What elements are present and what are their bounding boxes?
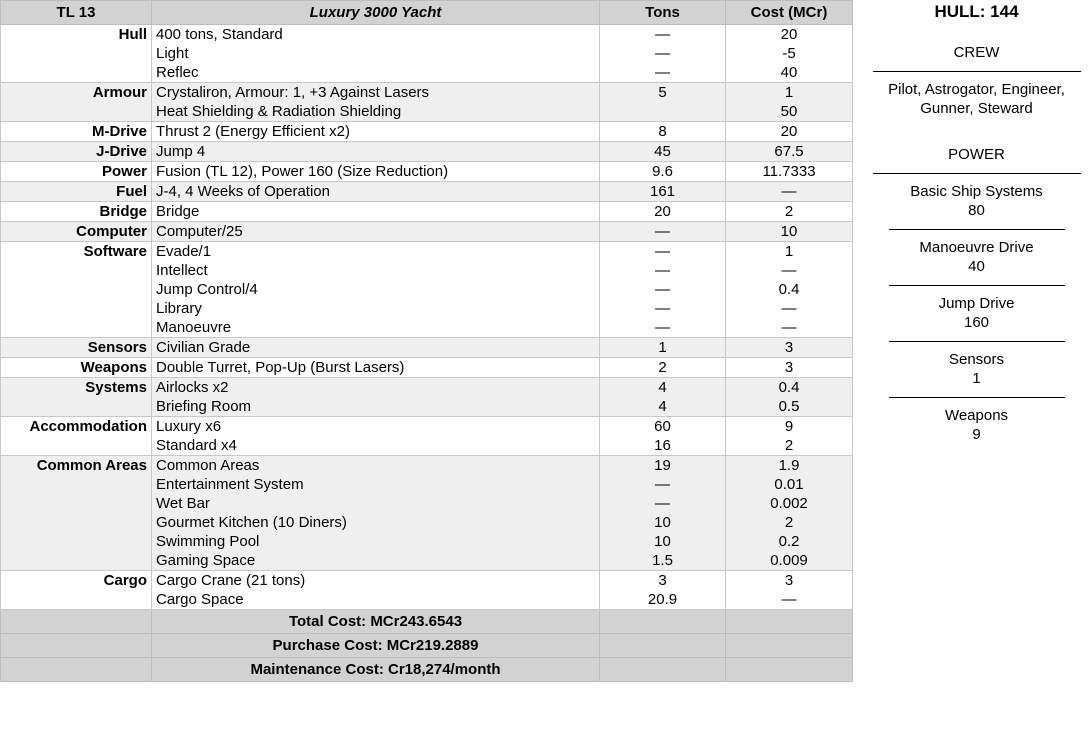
power-item-name: Basic Ship Systems [910, 183, 1043, 200]
item-tons: — [655, 476, 670, 493]
table-row [1, 25, 853, 83]
row-label: Sensors [1, 338, 152, 358]
hull-points: HULL: 144 [934, 2, 1019, 21]
item-tons: 5 [658, 84, 667, 101]
item-description: Wet Bar [156, 495, 210, 512]
item-cost: — [781, 262, 797, 279]
item-description: Reflec [156, 64, 199, 81]
item-description: Library [156, 300, 202, 317]
power-divider [889, 341, 1065, 342]
cost-column-header: Cost (MCr) [726, 1, 853, 25]
item-cost: 40 [780, 64, 798, 81]
item-cost: 0.4 [778, 379, 800, 396]
row-label: Hull [1, 25, 152, 83]
item-description: Intellect [156, 262, 208, 279]
item-cost: 67.5 [774, 143, 804, 160]
item-tons: 10 [654, 533, 671, 550]
purchase-cost: Purchase Cost: MCr219.2889 [152, 634, 600, 658]
item-description: Manoeuvre [156, 319, 232, 336]
item-cost: 11.7333 [762, 163, 816, 180]
item-description: Gaming Space [156, 552, 256, 569]
item-description: Jump Control/4 [156, 281, 258, 298]
row-label: Cargo [1, 571, 152, 610]
item-tons [604, 102, 721, 121]
item-cost: 9 [784, 418, 794, 435]
power-item-value: 1 [972, 370, 981, 387]
power-divider [889, 397, 1065, 398]
item-tons: 8 [658, 123, 667, 140]
item-tons: 1.5 [652, 552, 673, 569]
item-description: Standard x4 [156, 437, 237, 454]
item-tons: 1 [658, 339, 667, 356]
item-cost: 2 [784, 437, 794, 454]
item-cost: 1 [784, 243, 794, 260]
power-item-value: 40 [968, 258, 985, 275]
row-label: Common Areas [1, 456, 152, 571]
row-label: Bridge [1, 202, 152, 222]
item-tons: 4 [658, 398, 667, 415]
power-list [862, 182, 1091, 444]
item-description: Thrust 2 (Energy Efficient x2) [156, 123, 350, 140]
row-label: Weapons [1, 358, 152, 378]
power-item [862, 350, 1091, 398]
power-item-name: Sensors [948, 351, 1005, 368]
power-item [862, 406, 1091, 444]
row-label: Accommodation [1, 417, 152, 456]
item-description: Cargo Space [156, 591, 244, 608]
item-cost: 3 [784, 572, 794, 589]
power-item-value: 80 [968, 202, 985, 219]
item-tons: — [655, 64, 670, 81]
item-cost: — [781, 300, 797, 317]
item-cost: 10 [780, 223, 798, 240]
item-cost: 2 [784, 203, 794, 220]
item-description: Bridge [156, 203, 200, 220]
power-item-value: 160 [963, 314, 990, 331]
row-label: Computer [1, 222, 152, 242]
table-row [1, 456, 853, 571]
table-row [1, 122, 853, 142]
table-row [1, 142, 853, 162]
item-tons: 10 [654, 514, 671, 531]
item-tons: 45 [654, 143, 671, 160]
power-item [862, 238, 1091, 286]
power-item-name: Jump Drive [938, 295, 1015, 312]
item-description: Common Areas [156, 457, 260, 474]
table-row [1, 358, 853, 378]
crew-title: CREW [953, 44, 1000, 61]
item-cost: 20 [780, 123, 798, 140]
item-tons: — [655, 223, 670, 240]
item-tons: 20 [654, 203, 671, 220]
item-cost: 1 [784, 84, 794, 101]
item-tons: 19 [654, 457, 671, 474]
item-tons: 3 [658, 572, 667, 589]
table-row [1, 242, 853, 338]
row-label: Systems [1, 378, 152, 417]
item-tons: 60 [654, 418, 671, 435]
item-description: Briefing Room [156, 398, 252, 415]
maintenance-cost-row [1, 658, 853, 682]
item-tons: 2 [658, 359, 667, 376]
purchase-cost-row [1, 634, 853, 658]
item-description: Computer/25 [156, 223, 243, 240]
item-cost: 0.2 [778, 533, 800, 550]
power-item [862, 294, 1091, 342]
power-divider [889, 229, 1065, 230]
power-item-name: Weapons [944, 407, 1009, 424]
row-label: M-Drive [1, 122, 152, 142]
item-cost: 0.01 [774, 476, 804, 493]
table-row [1, 83, 853, 122]
item-description: Airlocks x2 [156, 379, 229, 396]
power-item-name: Manoeuvre Drive [919, 239, 1034, 256]
item-description: 400 tons, Standard [156, 26, 283, 43]
table-row [1, 182, 853, 202]
item-cost: 0.5 [778, 398, 800, 415]
table-row [1, 162, 853, 182]
item-cost: 0.009 [770, 552, 808, 569]
table-header [1, 1, 853, 25]
item-description: Civilian Grade [156, 339, 251, 356]
item-description: Fusion (TL 12), Power 160 (Size Reduction) [156, 163, 449, 180]
ship-name: Luxury 3000 Yacht [152, 1, 600, 25]
table-row [1, 571, 853, 610]
item-tons: 16 [654, 437, 671, 454]
item-cost: 2 [784, 514, 794, 531]
item-cost: 3 [784, 359, 794, 376]
item-description: Crystaliron, Armour: 1, +3 Against Lasers [156, 84, 430, 101]
table-row [1, 417, 853, 456]
item-cost: 1.9 [778, 457, 800, 474]
item-cost: 50 [780, 103, 798, 120]
item-tons: — [655, 26, 670, 43]
item-tons: — [655, 262, 670, 279]
power-item-value: 9 [972, 426, 981, 443]
total-cost: Total Cost: MCr243.6543 [152, 610, 600, 634]
row-label: Software [1, 242, 152, 338]
item-description: Light [156, 45, 189, 62]
table-row [1, 338, 853, 358]
spec-body [1, 25, 853, 610]
item-description: Entertainment System [156, 476, 304, 493]
power-divider [873, 173, 1081, 174]
item-description: Evade/1 [156, 243, 212, 260]
crew-divider [873, 71, 1081, 72]
item-tons: 161 [649, 183, 676, 200]
item-tons: 4 [658, 379, 667, 396]
maintenance-cost: Maintenance Cost: Cr18,274/month [152, 658, 600, 682]
table-row [1, 222, 853, 242]
item-description: Luxury x6 [156, 418, 222, 435]
table-row [1, 378, 853, 417]
item-cost: 3 [784, 339, 794, 356]
row-label: Fuel [1, 182, 152, 202]
item-tons: — [655, 300, 670, 317]
item-cost: 20 [780, 26, 798, 43]
item-description: Jump 4 [156, 143, 206, 160]
total-cost-row [1, 610, 853, 634]
item-description: Swimming Pool [156, 533, 260, 550]
item-tons: 9.6 [652, 163, 673, 180]
item-cost: 0.002 [770, 495, 808, 512]
row-label: J-Drive [1, 142, 152, 162]
crew-list: Pilot, Astrogator, Engineer, Gunner, Steward [888, 81, 1065, 117]
item-cost: -5 [782, 45, 796, 62]
tons-column-header: Tons [600, 1, 726, 25]
item-tons: — [655, 243, 670, 260]
row-label: Armour [1, 83, 152, 122]
item-tons: — [655, 281, 670, 298]
item-tons: — [655, 45, 670, 62]
power-title: POWER [948, 146, 1005, 163]
item-description: J-4, 4 Weeks of Operation [156, 183, 330, 200]
power-divider [889, 285, 1065, 286]
row-label: Power [1, 162, 152, 182]
item-description: Gourmet Kitchen (10 Diners) [156, 514, 347, 531]
item-description: Heat Shielding & Radiation Shielding [156, 103, 402, 120]
item-cost: 0.4 [778, 281, 800, 298]
power-item [862, 182, 1091, 230]
item-cost: — [781, 319, 797, 336]
tech-level: TL 13 [1, 1, 152, 25]
item-tons: — [655, 495, 670, 512]
item-cost: — [781, 591, 797, 608]
item-description: Double Turret, Pop-Up (Burst Lasers) [156, 359, 405, 376]
item-description: Cargo Crane (21 tons) [156, 572, 306, 589]
item-tons: — [655, 319, 670, 336]
side-panel [862, 0, 1091, 444]
table-row [1, 202, 853, 222]
item-tons: 20.9 [647, 591, 678, 608]
item-cost: — [781, 183, 797, 200]
